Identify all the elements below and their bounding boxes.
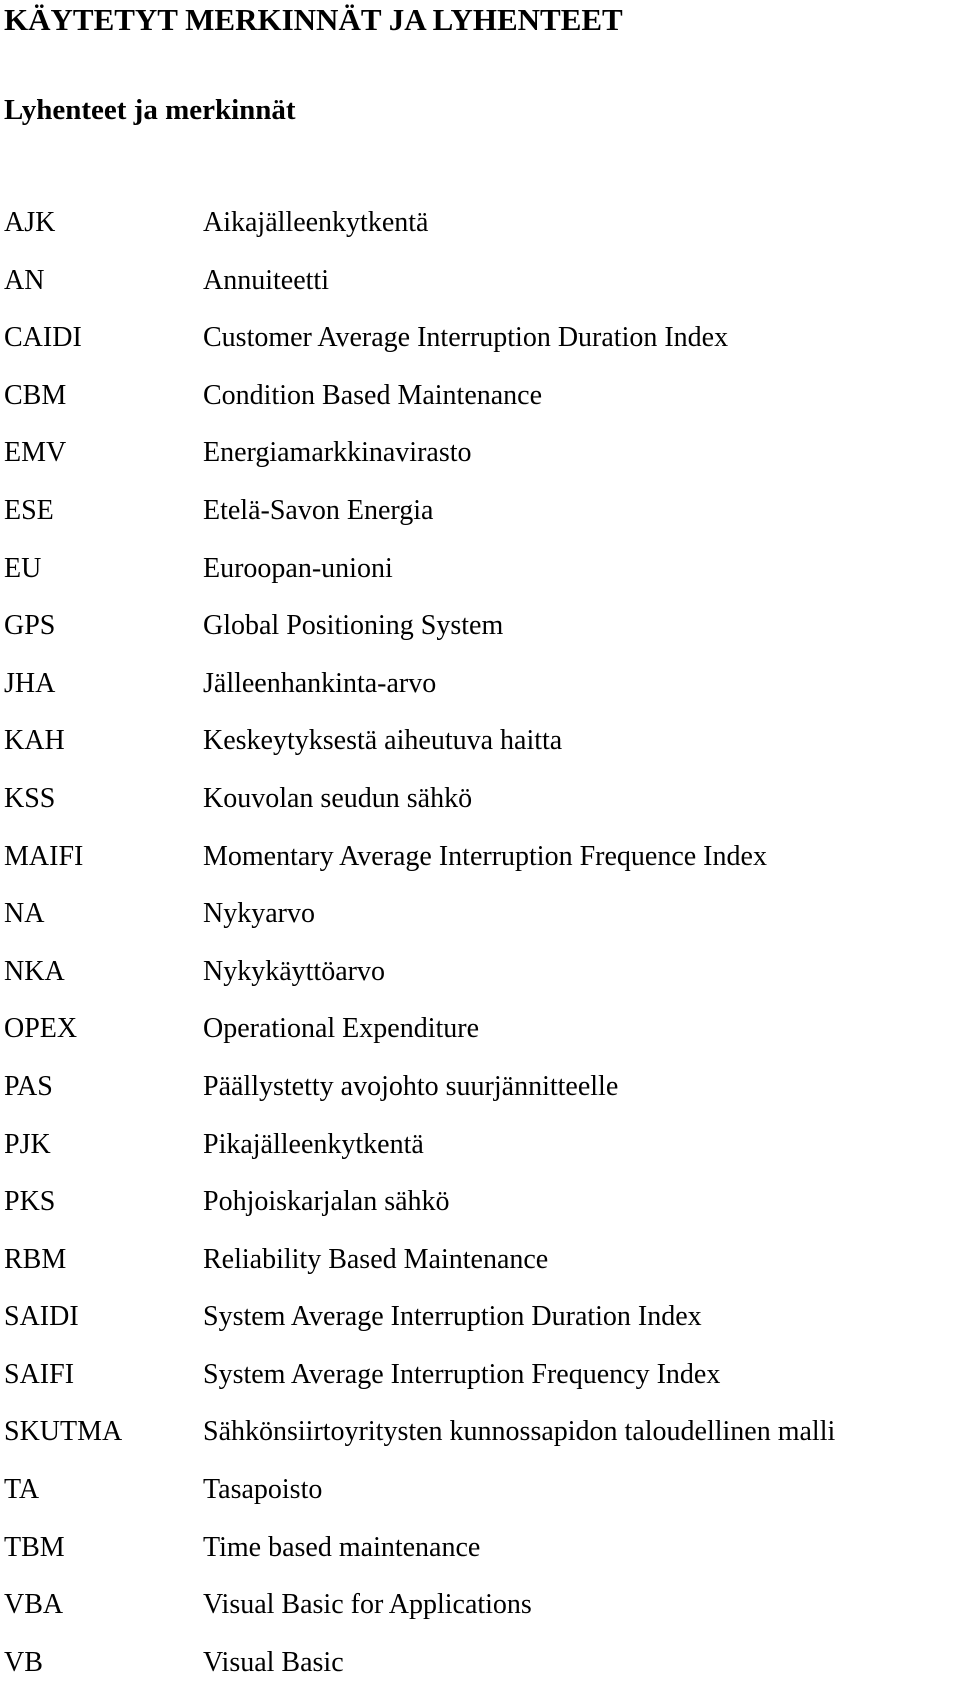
document-page — [4, 0, 960, 1684]
abbreviation-row — [4, 264, 960, 322]
abbreviation-definition: Euroopan-unioni — [203, 552, 393, 584]
abbreviation-term: AJK — [4, 207, 56, 238]
abbreviation-term: KAH — [4, 725, 65, 757]
abbreviation-term: CAIDI — [4, 322, 82, 354]
abbreviation-term: EMV — [4, 437, 67, 469]
abbreviation-term: VBA — [4, 1589, 64, 1621]
abbreviation-term: AN — [4, 264, 45, 296]
abbreviation-term: ESE — [4, 494, 54, 526]
abbreviation-row — [4, 1300, 960, 1358]
abbreviation-row — [4, 206, 960, 264]
abbreviation-row — [4, 667, 960, 725]
abbreviation-term: RBM — [4, 1243, 67, 1275]
abbreviation-term: NKA — [4, 955, 65, 987]
abbreviation-row — [4, 724, 960, 782]
abbreviation-definition: Reliability Based Maintenance — [203, 1243, 549, 1275]
abbreviation-term: PKS — [4, 1186, 56, 1218]
abbreviation-term: GPS — [4, 610, 56, 642]
abbreviation-definition: Energiamarkkinavirasto — [203, 437, 472, 469]
abbreviation-definition: Pikajälleenkytkentä — [203, 1128, 424, 1160]
abbreviation-definition: Global Positioning System — [203, 610, 504, 642]
abbreviation-term: JHA — [4, 667, 56, 699]
abbreviation-row — [4, 1185, 960, 1243]
abbreviation-row — [4, 1070, 960, 1128]
abbreviation-row — [4, 494, 960, 552]
abbreviation-definition: Nykyarvo — [203, 898, 315, 930]
abbreviation-definition: Etelä-Savon Energia — [203, 494, 434, 526]
abbreviation-term: TA — [4, 1474, 40, 1506]
abbreviation-row — [4, 379, 960, 437]
abbreviation-row — [4, 1473, 960, 1531]
abbreviation-term: TBM — [4, 1531, 65, 1563]
abbreviation-definition: Jälleenhankinta-arvo — [203, 667, 437, 699]
abbreviation-row — [4, 1128, 960, 1186]
abbreviation-definition: Tasapoisto — [203, 1474, 323, 1506]
abbreviation-row — [4, 955, 960, 1013]
abbreviation-row — [4, 840, 960, 898]
abbreviation-definition: Keskeytyksestä aiheutuva haitta — [203, 725, 563, 757]
abbreviation-term: EU — [4, 552, 42, 584]
section-subtitle: Lyhenteet ja merkinnät — [4, 94, 296, 126]
abbreviation-term: PJK — [4, 1128, 51, 1160]
abbreviation-row — [4, 897, 960, 955]
abbreviation-definition: Päällystetty avojohto suurjännitteelle — [203, 1070, 619, 1102]
abbreviation-definition: Kouvolan seudun sähkö — [203, 782, 473, 814]
abbreviation-term: NA — [4, 898, 45, 930]
abbreviation-definition: Nykykäyttöarvo — [203, 955, 385, 987]
abbreviation-row — [4, 1588, 960, 1646]
abbreviation-row — [4, 436, 960, 494]
abbreviation-definition: Condition Based Maintenance — [203, 379, 543, 411]
abbreviation-definition: Visual Basic — [203, 1646, 344, 1678]
abbreviation-definition: Momentary Average Interruption Frequence Index — [203, 840, 767, 872]
section-title: KÄYTETYT MERKINNÄT JA LYHENTEET — [4, 2, 623, 37]
abbreviation-row — [4, 782, 960, 840]
abbreviation-definition: System Average Interruption Duration Index — [203, 1301, 702, 1333]
abbreviation-term: OPEX — [4, 1013, 78, 1045]
abbreviation-definition: Aikajälleenkytkentä — [203, 207, 429, 238]
abbreviation-definition: Operational Expenditure — [203, 1013, 480, 1045]
abbreviation-term: PAS — [4, 1070, 53, 1102]
abbreviation-definition: Customer Average Interruption Duration Index — [203, 322, 729, 354]
abbreviation-definition: System Average Interruption Frequency Index — [203, 1358, 721, 1390]
abbreviation-term: VB — [4, 1646, 43, 1678]
abbreviation-definition: Pohjoiskarjalan sähkö — [203, 1186, 450, 1218]
abbreviation-term: CBM — [4, 379, 67, 411]
abbreviation-term: SAIDI — [4, 1301, 79, 1333]
abbreviation-row — [4, 1243, 960, 1301]
abbreviation-term: SKUTMA — [4, 1416, 123, 1448]
abbreviation-term: MAIFI — [4, 840, 84, 872]
abbreviation-list — [4, 206, 960, 1703]
abbreviation-row — [4, 1531, 960, 1589]
abbreviation-row — [4, 1012, 960, 1070]
abbreviation-row — [4, 609, 960, 667]
abbreviation-row — [4, 1415, 960, 1473]
abbreviation-term: SAIFI — [4, 1358, 75, 1390]
abbreviation-term: KSS — [4, 782, 56, 814]
abbreviation-row — [4, 552, 960, 610]
abbreviation-definition: Visual Basic for Applications — [203, 1589, 532, 1621]
abbreviation-row — [4, 321, 960, 379]
abbreviation-row — [4, 1358, 960, 1416]
abbreviation-definition: Sähkönsiirtoyritysten kunnossapidon taloudellinen malli — [203, 1416, 836, 1448]
abbreviation-definition: Annuiteetti — [203, 264, 329, 296]
abbreviation-definition: Time based maintenance — [203, 1531, 481, 1563]
abbreviation-row — [4, 1646, 960, 1703]
